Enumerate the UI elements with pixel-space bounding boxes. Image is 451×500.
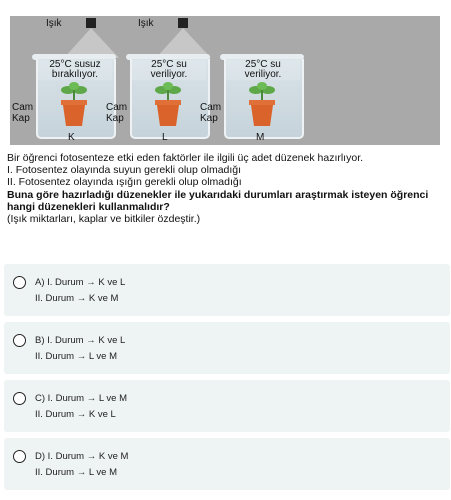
plant-pot-icon xyxy=(56,82,92,128)
lamp-icon xyxy=(156,18,216,58)
plant-pot-icon xyxy=(150,82,186,128)
question-note: (Işık miktarları, kaplar ve bitkiler özdeştir.) xyxy=(7,213,201,226)
radio-button-icon[interactable] xyxy=(13,334,26,347)
question-prompt: Buna göre hazırladığı düzenekler ile yukarıdaki durumları araştırmak isteyen öğrenci hangi düzenekleri kullanmalıdır? xyxy=(7,188,429,213)
jar-l-condition: 25°C su veriliyor. xyxy=(132,60,206,80)
option-a[interactable] xyxy=(4,264,450,316)
option-c-line-2: II. Durum → K ve L xyxy=(35,409,116,420)
question-item-2: II. Fotosentez olayında ışığın gerekli olup olmadığı xyxy=(7,176,242,189)
option-c-line-1: C) I. Durum → L ve M xyxy=(35,393,128,404)
cam-kap-label-3: Cam Kap xyxy=(200,102,222,124)
option-b[interactable] xyxy=(4,322,450,374)
option-a-line-1: A) I. Durum → K ve L xyxy=(35,277,126,288)
jar-k-condition: 25°C susuz bırakılıyor. xyxy=(38,60,112,80)
jar-letter-k: K xyxy=(68,132,75,143)
jar-letter-l: L xyxy=(162,132,168,143)
radio-button-icon[interactable] xyxy=(13,392,26,405)
jar-m-condition: 25°C su veriliyor. xyxy=(226,60,300,80)
lamp-label-1: Işık xyxy=(46,18,62,29)
plant-pot-icon xyxy=(244,82,280,128)
lamp-label-2: Işık xyxy=(138,18,154,29)
option-b-line-2: II. Durum → L ve M xyxy=(35,351,117,362)
radio-button-icon[interactable] xyxy=(13,276,26,289)
option-d[interactable] xyxy=(4,438,450,490)
option-d-line-2: II. Durum → L ve M xyxy=(35,467,117,478)
option-b-line-1: B) I. Durum → K ve L xyxy=(35,335,126,346)
experiment-figure xyxy=(10,16,440,145)
option-a-line-2: II. Durum → K ve M xyxy=(35,293,119,304)
cam-kap-label-2: Cam Kap xyxy=(106,102,128,124)
option-c[interactable] xyxy=(4,380,450,432)
cam-kap-label-1: Cam Kap xyxy=(12,102,34,124)
lamp-icon xyxy=(64,18,124,58)
question-item-1: I. Fotosentez olayında suyun gerekli olup olmadığı xyxy=(7,164,242,177)
option-d-line-1: D) I. Durum → K ve M xyxy=(35,451,129,462)
question-intro: Bir öğrenci fotosenteze etki eden faktörler ile ilgili üç adet düzenek hazırlıyor. xyxy=(7,152,364,164)
question-text xyxy=(7,152,447,225)
radio-button-icon[interactable] xyxy=(13,450,26,463)
jar-letter-m: M xyxy=(256,132,265,143)
